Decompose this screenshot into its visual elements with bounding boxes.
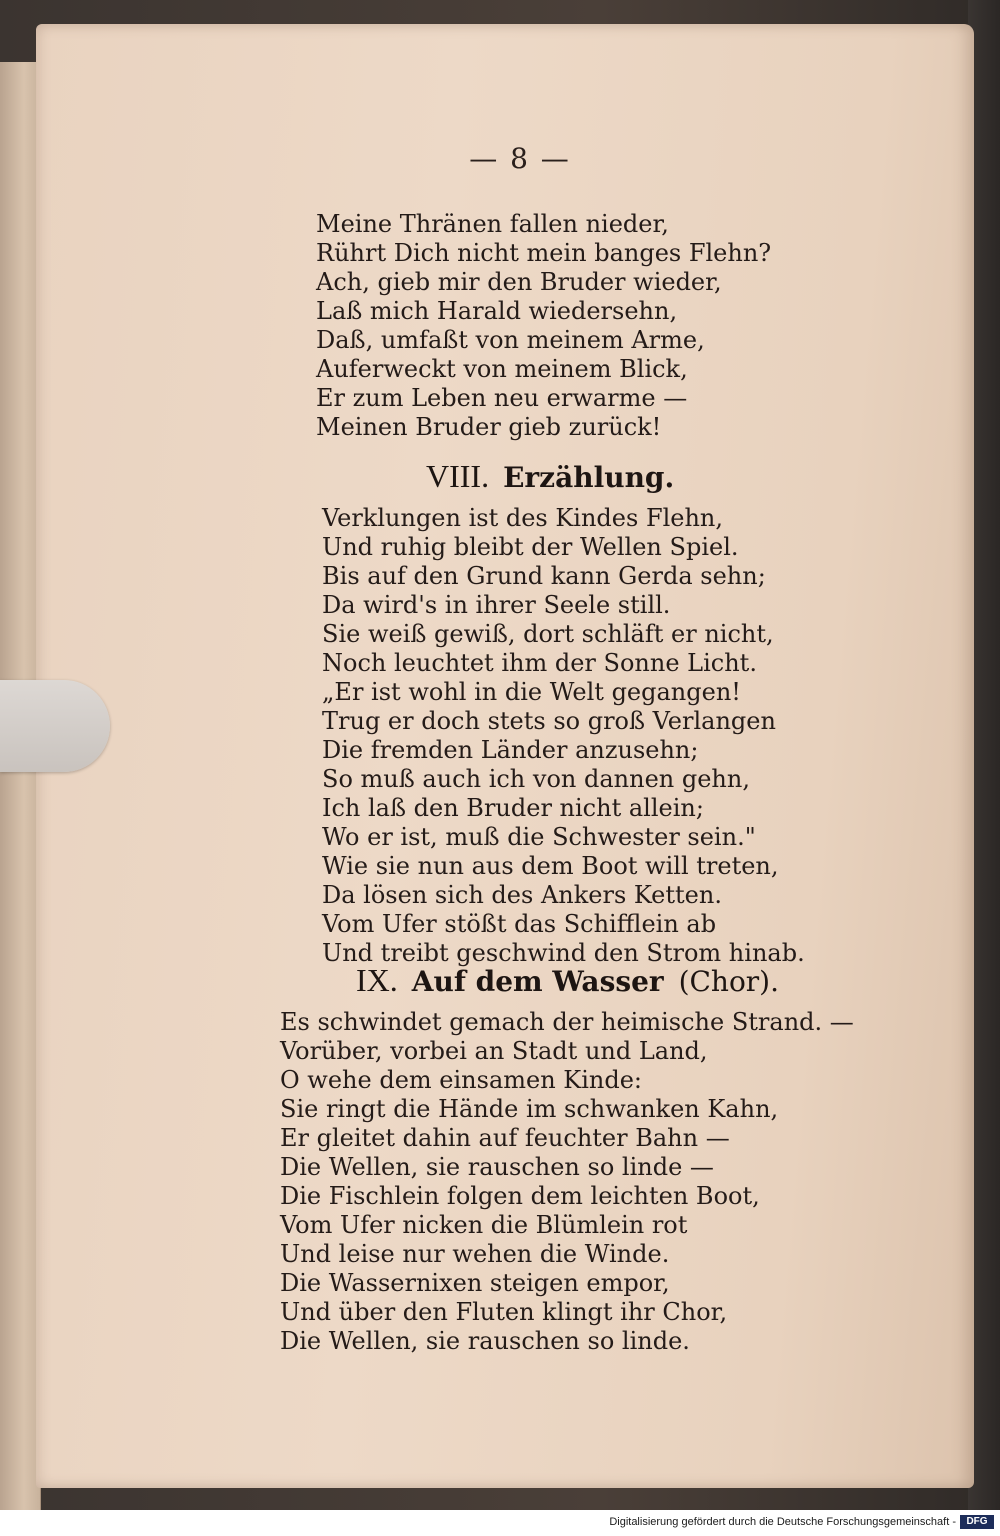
facing-page-edge — [0, 62, 41, 1510]
verse-line: Noch leuchtet ihm der Sonne Licht. — [322, 649, 757, 677]
verse-line: Es schwindet gemach der heimische Strand. — — [280, 1008, 854, 1036]
verse-line: Daß, umfaßt von meinem Arme, — [316, 326, 705, 354]
verse-line: Und ruhig bleibt der Wellen Spiel. — [322, 533, 739, 561]
section-numeral: IX. — [356, 962, 398, 998]
verse-line: Die Fischlein folgen dem leichten Boot, — [280, 1182, 760, 1210]
verse-line: Trug er doch stets so groß Verlangen — [322, 707, 776, 735]
verse-line: Meinen Bruder gieb zurück! — [316, 413, 662, 441]
verse-line: Er gleitet dahin auf feuchter Bahn — — [280, 1124, 730, 1152]
section-numeral: VIII. — [426, 458, 490, 494]
verse-line: Und treibt geschwind den Strom hinab. — [322, 939, 805, 967]
verse-line: Vom Ufer nicken die Blümlein rot — [280, 1211, 688, 1239]
verse-line: Laß mich Harald wiedersehn, — [316, 297, 678, 325]
section-heading-ix — [356, 962, 779, 999]
verse-line: Verklungen ist des Kindes Flehn, — [322, 504, 724, 532]
verse-line: Auferweckt von meinem Blick, — [316, 355, 688, 383]
verse-line: So muß auch ich von dannen gehn, — [322, 765, 750, 793]
verse-line: Vom Ufer stößt das Schifflein ab — [322, 910, 717, 938]
verse-line: Ach, gieb mir den Bruder wieder, — [316, 268, 722, 296]
verse-line: Und über den Fluten klingt ihr Chor, — [280, 1298, 728, 1326]
verse-line: Wo er ist, muß die Schwester sein." — [322, 823, 756, 851]
footer-bar — [0, 1510, 1000, 1536]
section-subtitle: (Chor). — [678, 965, 780, 998]
stanza-3 — [280, 1008, 854, 1356]
verse-line: Sie weiß gewiß, dort schläft er nicht, — [322, 620, 774, 648]
verse-line: Wie sie nun aus dem Boot will treten, — [322, 852, 779, 880]
paper-clip-tab — [0, 680, 110, 772]
verse-line: Ich laß den Bruder nicht allein; — [322, 794, 704, 822]
verse-line: Vorüber, vorbei an Stadt und Land, — [280, 1037, 708, 1065]
verse-line: Da lösen sich des Ankers Ketten. — [322, 881, 722, 909]
stanza-1 — [316, 210, 771, 442]
verse-line: Er zum Leben neu erwarme — — [316, 384, 688, 412]
verse-line: Die Wassernixen steigen empor, — [280, 1269, 670, 1297]
dfg-logo: DFG — [960, 1515, 994, 1529]
stanza-2 — [322, 504, 805, 968]
section-heading-viii — [426, 458, 674, 495]
page-number: — 8 — — [469, 142, 571, 175]
verse-line: „Er ist wohl in die Welt gegangen! — [322, 678, 741, 706]
verse-line: Meine Thränen fallen nieder, — [316, 210, 669, 238]
verse-line: Und leise nur wehen die Winde. — [280, 1240, 670, 1268]
verse-line: Die Wellen, sie rauschen so linde — — [280, 1153, 714, 1181]
verse-line: Rührt Dich nicht mein banges Flehn? — [316, 239, 772, 267]
section-title: Auf dem Wasser — [411, 965, 664, 998]
verse-line: Da wird's in ihrer Seele still. — [322, 591, 671, 619]
funding-credit: Digitalisierung gefördert durch die Deutsche Forschungsgemeinschaft - — [609, 1516, 956, 1528]
verse-line: Bis auf den Grund kann Gerda sehn; — [322, 562, 766, 590]
verse-line: Die Wellen, sie rauschen so linde. — [280, 1327, 690, 1355]
verse-line: Sie ringt die Hände im schwanken Kahn, — [280, 1095, 779, 1123]
verse-line: O wehe dem einsamen Kinde: — [280, 1066, 643, 1094]
section-title: Erzählung. — [503, 461, 675, 494]
verse-line: Die fremden Länder anzusehn; — [322, 736, 699, 764]
